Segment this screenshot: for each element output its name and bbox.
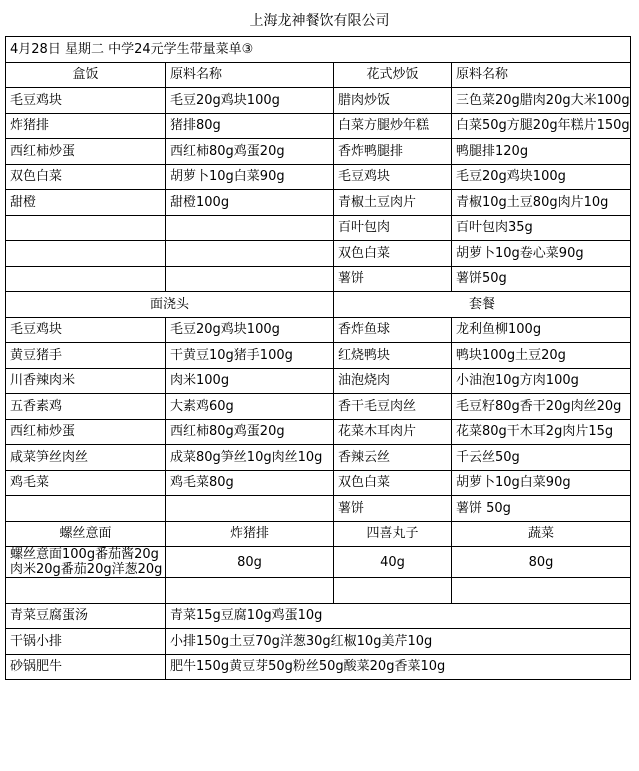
empty-cell (452, 578, 631, 604)
dish-ingredients: 胡萝卜10g白菜90g (166, 164, 334, 190)
table-row (6, 419, 631, 445)
table-row (6, 241, 631, 267)
table-row (6, 496, 631, 522)
portion-value: 80g (452, 547, 631, 578)
table-row (6, 629, 631, 655)
dish-name: 砂锅肥牛 (6, 654, 166, 680)
table-row (6, 317, 631, 343)
dish-ingredients: 鸡毛菜80g (166, 470, 334, 496)
dish-ingredients: 甜橙100g (166, 190, 334, 216)
dish-name: 白菜方腿炒年糕 (334, 113, 452, 139)
dish-ingredients: 肥牛150g黄豆芽50g粉丝50g酸菜20g香菜10g (166, 654, 631, 680)
dish-name: 甜橙 (6, 190, 166, 216)
section-header-row (6, 521, 631, 547)
section-title-pasta: 螺丝意面 (6, 521, 166, 547)
portion-value: 40g (334, 547, 452, 578)
section-title-noodles: 面浇头 (6, 292, 334, 318)
table-row (6, 368, 631, 394)
dish-ingredients: 胡萝卜10g白菜90g (452, 470, 631, 496)
column-title-ingredients: 原料名称 (166, 62, 334, 88)
dish-name: 咸菜笋丝肉丝 (6, 445, 166, 471)
dish-name: 百叶包肉 (334, 215, 452, 241)
dish-ingredients: 鸭腿排120g (452, 139, 631, 165)
menu-header: 4月28日 星期二 中学24元学生带量菜单③ (6, 37, 631, 63)
dish-ingredients: 干黄豆10g猪手100g (166, 343, 334, 369)
pasta-ingredients (6, 547, 166, 578)
table-row (6, 88, 631, 114)
dish-name: 香炸鸭腿排 (334, 139, 452, 165)
dish-ingredients: 千云丝50g (452, 445, 631, 471)
dish-ingredients: 成菜80g笋丝10g肉丝10g (166, 445, 334, 471)
table-row (6, 445, 631, 471)
empty-cell (6, 215, 166, 241)
dish-name: 薯饼 (334, 496, 452, 522)
section-title-pork-cutlet: 炸猪排 (166, 521, 334, 547)
dish-ingredients: 鸭块100g土豆20g (452, 343, 631, 369)
table-row (6, 190, 631, 216)
dish-name: 青椒土豆肉片 (334, 190, 452, 216)
menu-table (5, 36, 631, 680)
empty-cell (334, 578, 452, 604)
section-title-set-meal: 套餐 (334, 292, 631, 318)
empty-cell (6, 578, 166, 604)
dish-ingredients: 小排150g土豆70g洋葱30g红椒10g美芹10g (166, 629, 631, 655)
dish-ingredients: 胡萝卜10g卷心菜90g (452, 241, 631, 267)
dish-name: 双色白菜 (6, 164, 166, 190)
section-header-row (6, 62, 631, 88)
dish-name: 双色白菜 (334, 241, 452, 267)
dish-name: 油泡烧肉 (334, 368, 452, 394)
dish-ingredients: 毛豆20g鸡块100g (166, 88, 334, 114)
section-title-box-rice: 盒饭 (6, 62, 166, 88)
dish-name: 香辣云丝 (334, 445, 452, 471)
table-row (6, 654, 631, 680)
dish-name: 双色白菜 (334, 470, 452, 496)
dish-name: 毛豆鸡块 (6, 317, 166, 343)
table-row (6, 139, 631, 165)
dish-ingredients: 毛豆籽80g香干20g肉丝20g (452, 394, 631, 420)
dish-name: 西红柿炒蛋 (6, 419, 166, 445)
table-row (6, 547, 631, 578)
dish-ingredients: 青椒10g土豆80g肉片10g (452, 190, 631, 216)
table-row (6, 343, 631, 369)
dish-ingredients: 薯饼 50g (452, 496, 631, 522)
dish-ingredients: 肉米100g (166, 368, 334, 394)
table-row (6, 578, 631, 604)
dish-name: 炸猪排 (6, 113, 166, 139)
dish-name: 干锅小排 (6, 629, 166, 655)
company-title: 上海龙神餐饮有限公司 (249, 13, 390, 29)
pasta-ingredients-line: 肉米20g番茄20g洋葱20g (10, 562, 163, 577)
dish-name: 毛豆鸡块 (6, 88, 166, 114)
dish-name: 薯饼 (334, 266, 452, 292)
dish-ingredients: 龙利鱼柳100g (452, 317, 631, 343)
empty-cell (166, 578, 334, 604)
table-row (6, 603, 631, 629)
section-title-vegetables: 蔬菜 (452, 521, 631, 547)
column-title-ingredients: 原料名称 (452, 62, 631, 88)
dish-ingredients: 青菜15g豆腐10g鸡蛋10g (166, 603, 631, 629)
table-row (6, 266, 631, 292)
menu-header-row (6, 37, 631, 63)
dish-ingredients: 西红柿80g鸡蛋20g (166, 139, 334, 165)
dish-ingredients: 大素鸡60g (166, 394, 334, 420)
dish-name: 红烧鸭块 (334, 343, 452, 369)
dish-ingredients: 西红柿80g鸡蛋20g (166, 419, 334, 445)
dish-ingredients: 白菜50g方腿20g年糕片150g (452, 113, 631, 139)
dish-name: 香干毛豆肉丝 (334, 394, 452, 420)
dish-ingredients: 毛豆20g鸡块100g (166, 317, 334, 343)
empty-cell (166, 241, 334, 267)
empty-cell (166, 496, 334, 522)
dish-ingredients: 毛豆20g鸡块100g (452, 164, 631, 190)
dish-name: 毛豆鸡块 (334, 164, 452, 190)
dish-name: 川香辣肉米 (6, 368, 166, 394)
empty-cell (6, 266, 166, 292)
table-row (6, 113, 631, 139)
dish-name: 五香素鸡 (6, 394, 166, 420)
empty-cell (166, 215, 334, 241)
portion-value: 80g (166, 547, 334, 578)
dish-name: 西红柿炒蛋 (6, 139, 166, 165)
empty-cell (6, 496, 166, 522)
pasta-ingredients-line: 螺丝意面100g番茄酱20g (10, 547, 159, 562)
table-row (6, 215, 631, 241)
dish-ingredients: 薯饼50g (452, 266, 631, 292)
section-title-fried-rice: 花式炒饭 (334, 62, 452, 88)
section-header-row (6, 292, 631, 318)
dish-name: 鸡毛菜 (6, 470, 166, 496)
table-row (6, 394, 631, 420)
table-row (6, 470, 631, 496)
dish-name: 青菜豆腐蛋汤 (6, 603, 166, 629)
dish-ingredients: 小油泡10g方肉100g (452, 368, 631, 394)
dish-name: 腊肉炒饭 (334, 88, 452, 114)
section-title-meatballs: 四喜丸子 (334, 521, 452, 547)
empty-cell (166, 266, 334, 292)
dish-ingredients: 猪排80g (166, 113, 334, 139)
empty-cell (6, 241, 166, 267)
dish-ingredients: 三色菜20g腊肉20g大米100g (452, 88, 631, 114)
dish-name: 香炸鱼球 (334, 317, 452, 343)
dish-ingredients: 花菜80g干木耳2g肉片15g (452, 419, 631, 445)
table-row (6, 164, 631, 190)
dish-name: 花菜木耳肉片 (334, 419, 452, 445)
dish-name: 黄豆猪手 (6, 343, 166, 369)
dish-ingredients: 百叶包肉35g (452, 215, 631, 241)
